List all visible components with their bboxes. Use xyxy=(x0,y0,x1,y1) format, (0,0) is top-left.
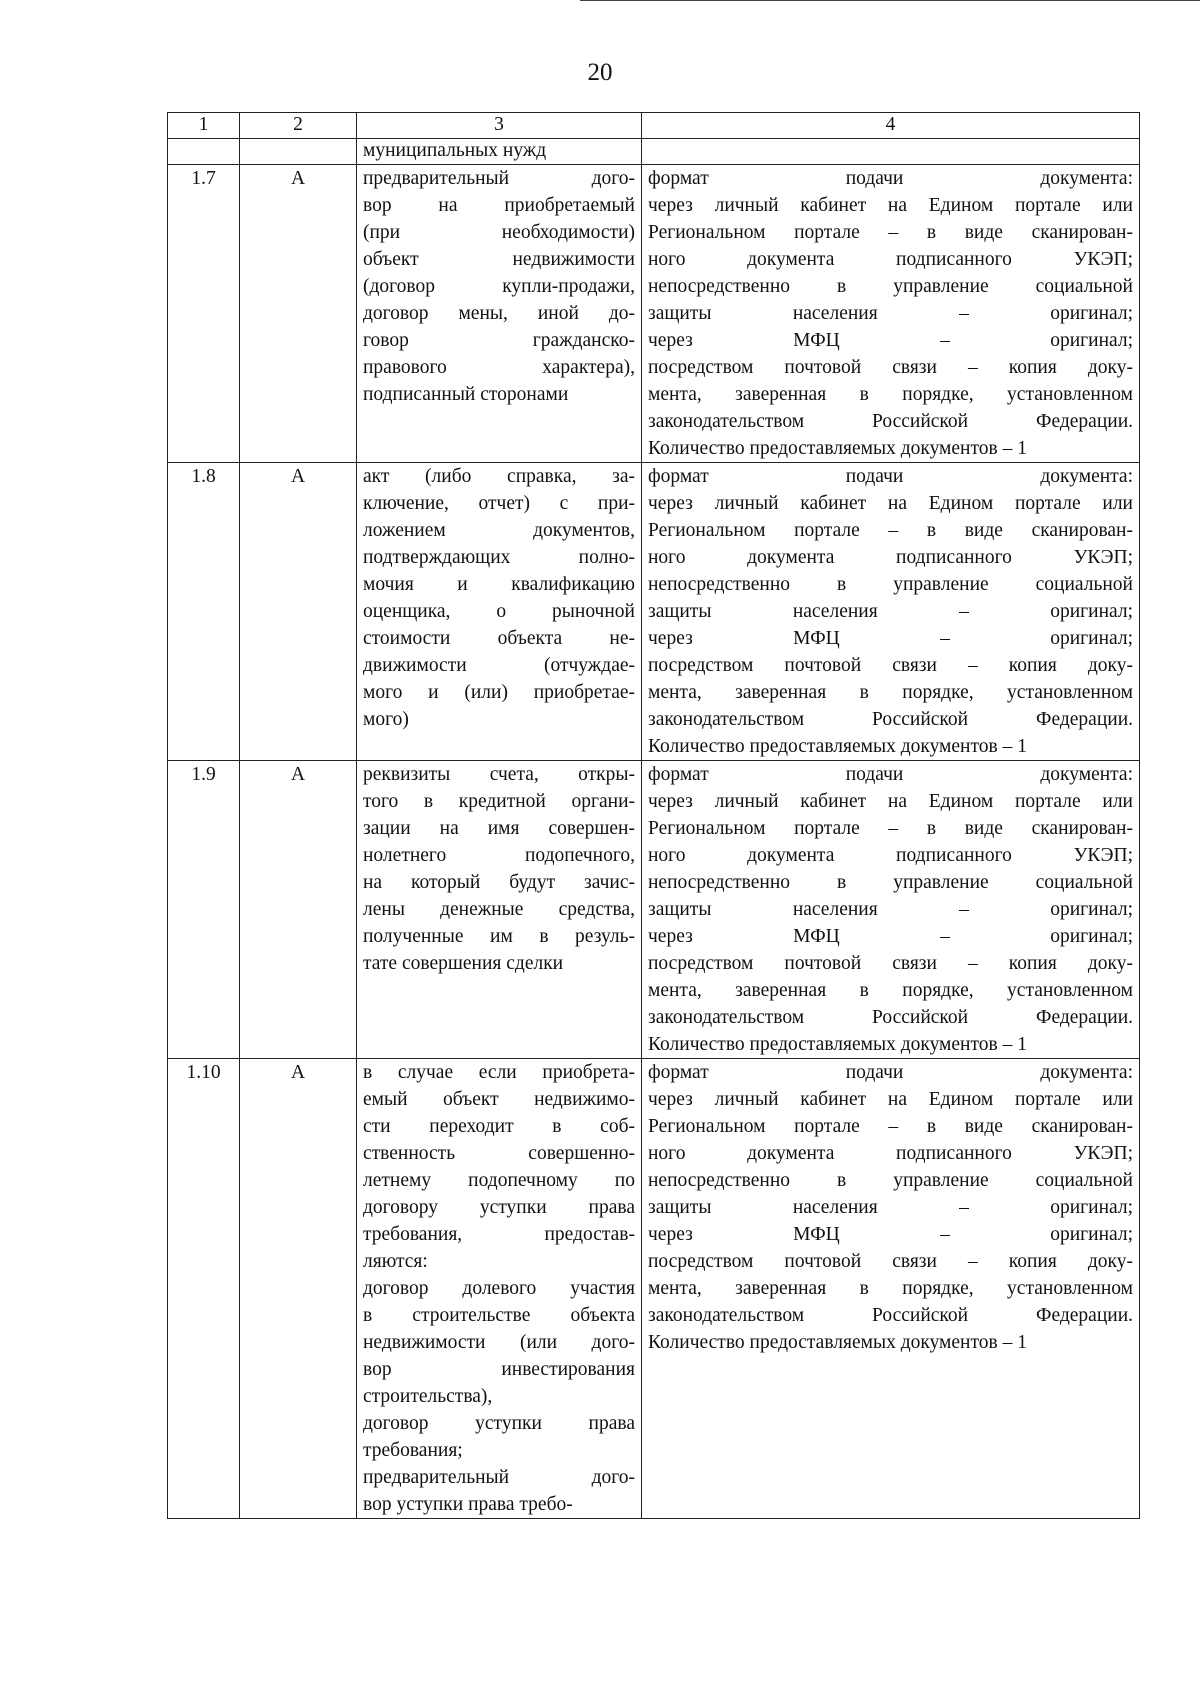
continuation-row xyxy=(168,139,1140,165)
row-category: А xyxy=(240,1059,357,1519)
continuation-num-cell xyxy=(168,139,240,165)
text-line: через личный кабинет на Едином портале или xyxy=(648,791,1133,812)
text-line: вор инвестирования xyxy=(363,1359,635,1380)
text-line: ного документа подписанного УКЭП; xyxy=(648,845,1133,866)
page-top-edge-line xyxy=(580,0,1200,1)
text-line: посредством почтовой связи – копия доку- xyxy=(648,1251,1133,1272)
column-header-1: 1 xyxy=(168,113,240,139)
text-line: через личный кабинет на Едином портале или xyxy=(648,195,1133,216)
text-line: защиты населения – оригинал; xyxy=(648,899,1133,920)
text-line: подтверждающих полно- xyxy=(363,547,635,568)
text-line: ляются: xyxy=(363,1251,428,1272)
text-line: договор долевого участия xyxy=(363,1278,635,1299)
text-line: законодательством Российской Федерации. xyxy=(648,1305,1133,1326)
text-line: Количество предоставляемых документов – 1 xyxy=(648,1332,1027,1353)
text-line: непосредственно в управление социальной xyxy=(648,574,1133,595)
text-line: через личный кабинет на Едином портале или xyxy=(648,1089,1133,1110)
text-line: Региональном портале – в виде сканирован- xyxy=(648,1116,1133,1137)
text-line: формат подачи документа: xyxy=(648,1062,1133,1083)
table-row xyxy=(168,1059,1140,1519)
text-line: договор уступки права xyxy=(363,1413,635,1434)
text-line: Количество предоставляемых документов – 1 xyxy=(648,438,1027,459)
row-description xyxy=(357,463,642,761)
text-line: ключение, отчет) с при- xyxy=(363,493,635,514)
text-line: через личный кабинет на Едином портале или xyxy=(648,493,1133,514)
text-line: емый объект недвижимо- xyxy=(363,1089,635,1110)
text-line: Количество предоставляемых документов – 1 xyxy=(648,736,1027,757)
row-number: 1.10 xyxy=(168,1059,240,1519)
text-line: летнему подопечному по xyxy=(363,1170,635,1191)
text-line: лены денежные средства, xyxy=(363,899,635,920)
text-line: вор на приобретаемый xyxy=(363,195,635,216)
text-line: в случае если приобрета- xyxy=(363,1062,635,1083)
text-line: мочия и квалификацию xyxy=(363,574,635,595)
text-line: законодательством Российской Федерации. xyxy=(648,709,1133,730)
text-line: недвижимости (или дого- xyxy=(363,1332,635,1353)
text-line: ного документа подписанного УКЭП; xyxy=(648,1143,1133,1164)
text-line: стоимости объекта не- xyxy=(363,628,635,649)
continuation-text: муниципальных нужд xyxy=(357,139,642,165)
text-line: тате совершения сделки xyxy=(363,953,564,974)
text-line: формат подачи документа: xyxy=(648,466,1133,487)
text-line: (договор купли-продажи, xyxy=(363,276,635,297)
row-category: А xyxy=(240,463,357,761)
text-line: формат подачи документа: xyxy=(648,764,1133,785)
text-line: ного документа подписанного УКЭП; xyxy=(648,249,1133,270)
row-submission-format xyxy=(642,1059,1140,1519)
text-line: подписанный сторонами xyxy=(363,384,569,405)
row-description xyxy=(357,165,642,463)
row-submission-format xyxy=(642,761,1140,1059)
text-line: непосредственно в управление социальной xyxy=(648,872,1133,893)
text-line: акт (либо справка, за- xyxy=(363,466,635,487)
text-line: вор уступки права требо- xyxy=(363,1494,573,1515)
text-line: сти переходит в соб- xyxy=(363,1116,635,1137)
text-line: посредством почтовой связи – копия доку- xyxy=(648,655,1133,676)
text-line: правового характера), xyxy=(363,357,635,378)
table-header-row xyxy=(168,113,1140,139)
text-line: формат подачи документа: xyxy=(648,168,1133,189)
row-submission-format xyxy=(642,463,1140,761)
text-line: зации на имя совершен- xyxy=(363,818,635,839)
text-line: Региональном портале – в виде сканирован- xyxy=(648,818,1133,839)
text-line: через МФЦ – оригинал; xyxy=(648,926,1133,947)
text-line: того в кредитной органи- xyxy=(363,791,635,812)
text-line: говор гражданско- xyxy=(363,330,635,351)
text-line: нолетнего подопечного, xyxy=(363,845,635,866)
text-line: Количество предоставляемых документов – 1 xyxy=(648,1034,1027,1055)
text-line: объект недвижимости xyxy=(363,249,635,270)
text-line: мента, заверенная в порядке, установленном xyxy=(648,980,1133,1001)
text-line: через МФЦ – оригинал; xyxy=(648,1224,1133,1245)
text-line: оценщика, о рыночной xyxy=(363,601,635,622)
text-line: мента, заверенная в порядке, установленном xyxy=(648,682,1133,703)
text-line: строительства), xyxy=(363,1386,493,1407)
text-line: реквизиты счета, откры- xyxy=(363,764,635,785)
text-line: мента, заверенная в порядке, установленном xyxy=(648,384,1133,405)
text-line: защиты населения – оригинал; xyxy=(648,601,1133,622)
table-row xyxy=(168,463,1140,761)
text-line: мента, заверенная в порядке, установленном xyxy=(648,1278,1133,1299)
text-line: мого) xyxy=(363,709,409,730)
text-line: ложением документов, xyxy=(363,520,635,541)
row-description xyxy=(357,761,642,1059)
row-number: 1.8 xyxy=(168,463,240,761)
table-row xyxy=(168,165,1140,463)
text-line: на который будут зачис- xyxy=(363,872,635,893)
text-line: предварительный дого- xyxy=(363,168,635,189)
text-line: посредством почтовой связи – копия доку- xyxy=(648,953,1133,974)
documents-table xyxy=(167,112,1140,1519)
text-line: ного документа подписанного УКЭП; xyxy=(648,547,1133,568)
row-submission-format xyxy=(642,165,1140,463)
text-line: Региональном портале – в виде сканирован- xyxy=(648,222,1133,243)
text-line: защиты населения – оригинал; xyxy=(648,1197,1133,1218)
row-category: А xyxy=(240,165,357,463)
text-line: Региональном портале – в виде сканирован- xyxy=(648,520,1133,541)
row-number: 1.7 xyxy=(168,165,240,463)
row-description xyxy=(357,1059,642,1519)
text-line: полученные им в резуль- xyxy=(363,926,635,947)
row-number: 1.9 xyxy=(168,761,240,1059)
text-line: законодательством Российской Федерации. xyxy=(648,411,1133,432)
continuation-format-cell xyxy=(642,139,1140,165)
row-category: А xyxy=(240,761,357,1059)
column-header-4: 4 xyxy=(642,113,1140,139)
text-line: защиты населения – оригинал; xyxy=(648,303,1133,324)
text-line: договору уступки права xyxy=(363,1197,635,1218)
text-line: движимости (отчуждае- xyxy=(363,655,635,676)
text-line: (при необходимости) xyxy=(363,222,635,243)
text-line: через МФЦ – оригинал; xyxy=(648,330,1133,351)
column-header-3: 3 xyxy=(357,113,642,139)
table-row xyxy=(168,761,1140,1059)
page-number: 20 xyxy=(587,59,613,86)
text-line: через МФЦ – оригинал; xyxy=(648,628,1133,649)
text-line: непосредственно в управление социальной xyxy=(648,1170,1133,1191)
column-header-2: 2 xyxy=(240,113,357,139)
text-line: предварительный дого- xyxy=(363,1467,635,1488)
text-line: требования, предостав- xyxy=(363,1224,635,1245)
text-line: ственность совершенно- xyxy=(363,1143,635,1164)
text-line: мого и (или) приобретае- xyxy=(363,682,635,703)
text-line: требования; xyxy=(363,1440,463,1461)
text-line: посредством почтовой связи – копия доку- xyxy=(648,357,1133,378)
continuation-category-cell xyxy=(240,139,357,165)
text-line: непосредственно в управление социальной xyxy=(648,276,1133,297)
text-line: в строительстве объекта xyxy=(363,1305,635,1326)
text-line: договор мены, иной до- xyxy=(363,303,635,324)
text-line: законодательством Российской Федерации. xyxy=(648,1007,1133,1028)
